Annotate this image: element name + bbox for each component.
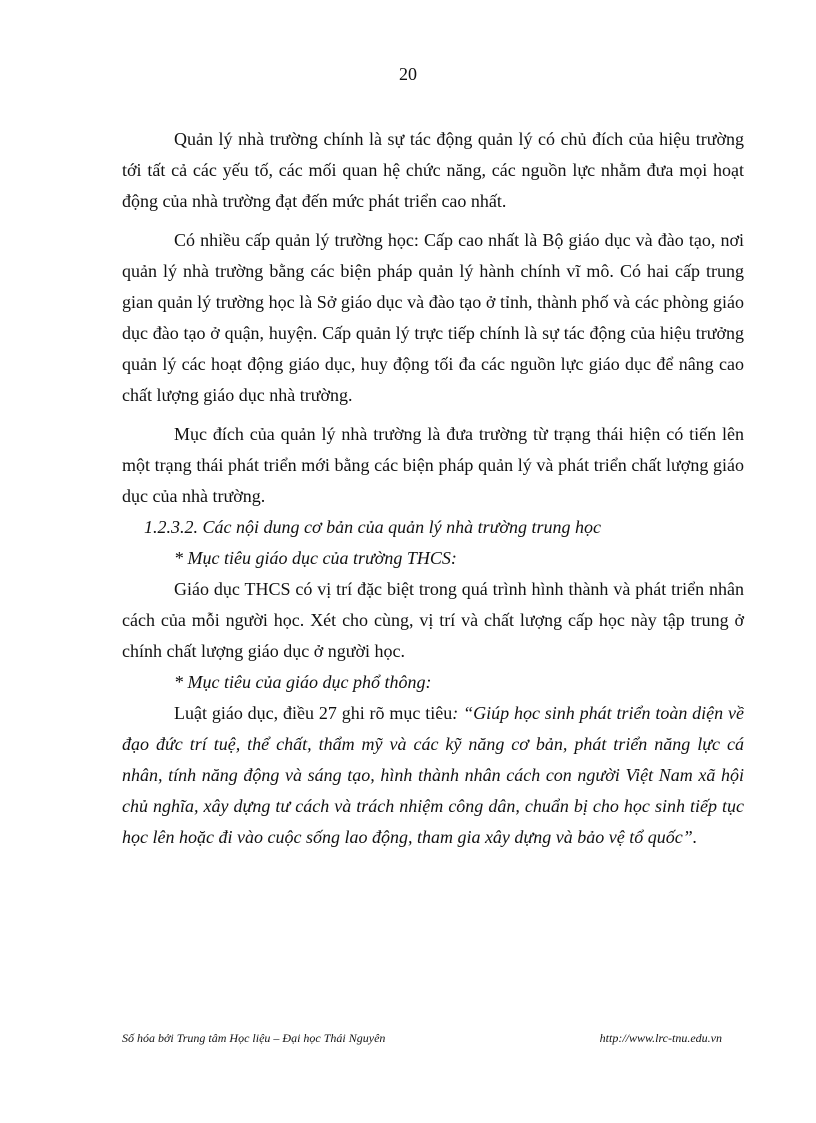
law-quote-text: : “Giúp học sinh phát triển toàn diện về đạo đức trí tuệ, thể chất, thẩm mỹ và các kỹ năng cơ bản, phát triển năng lực cá nhân, tính năng động và sáng tạo, hình thành nhân cách con người Việt Nam xã hội chủ nghĩa, xây dựng tư cách và trách nhiệm công dân, chuẩn bị cho học sinh tiếp tục học lên hoặc đi vào cuộc sống lao động, tham gia xây dựng và bảo vệ tổ quốc”.	[122, 703, 744, 847]
subheading-thcs-goals: * Mục tiêu giáo dục của trường THCS:	[174, 548, 457, 568]
law-intro-text: Luật giáo dục, điều 27 ghi rõ mục tiêu	[174, 703, 453, 723]
paragraph-management-levels: Có nhiều cấp quản lý trường học: Cấp cao nhất là Bộ giáo dục và đào tạo, nơi quản lý nhà trường bằng các biện pháp quản lý hành chính vĩ mô. Có hai cấp trung gian quản lý trường học là Sở giáo dục và đào tạo ở tỉnh, thành phố và các phòng giáo dục đào tạo ở quận, huyện. Cấp quản lý trực tiếp chính là sự tác động của hiệu trưởng quản lý các hoạt động giáo dục, huy động tối đa các nguồn lực giáo dục để nâng cao chất lượng giáo dục nhà trường.	[122, 230, 744, 405]
footer-url: http://www.lrc-tnu.edu.vn	[599, 1031, 722, 1045]
document-body	[122, 124, 744, 861]
paragraph-thcs-position: Giáo dục THCS có vị trí đặc biệt trong quá trình hình thành và phát triển nhân cách của mỗi người học. Xét cho cùng, vị trí và chất lượng cấp học này tập trung ở chính chất lượng giáo dục ở người học.	[122, 579, 744, 661]
paragraph-school-management: Quản lý nhà trường chính là sự tác động quản lý có chủ đích của hiệu trường tới tất cả các yếu tố, các mối quan hệ chức năng, các nguồn lực nhằm đưa mọi hoạt động của nhà trường đạt đến mức phát triển cao nhất.	[122, 129, 744, 211]
paragraph-education-law	[122, 698, 744, 853]
page-number: 20	[399, 64, 417, 84]
subheading-general-education-goals: * Mục tiêu của giáo dục phổ thông:	[174, 672, 432, 692]
page-footer	[122, 1031, 722, 1046]
section-heading: 1.2.3.2. Các nội dung cơ bản của quản lý nhà trường trung học	[144, 517, 601, 537]
paragraph-management-purpose: Mục đích của quản lý nhà trường là đưa trường từ trạng thái hiện có tiến lên một trạng thái phát triển mới bằng các biện pháp quản lý và phát triển chất lượng giáo dục của nhà trường.	[122, 424, 744, 506]
footer-source: Số hóa bởi Trung tâm Học liệu – Đại học Thái Nguyên	[122, 1031, 386, 1045]
